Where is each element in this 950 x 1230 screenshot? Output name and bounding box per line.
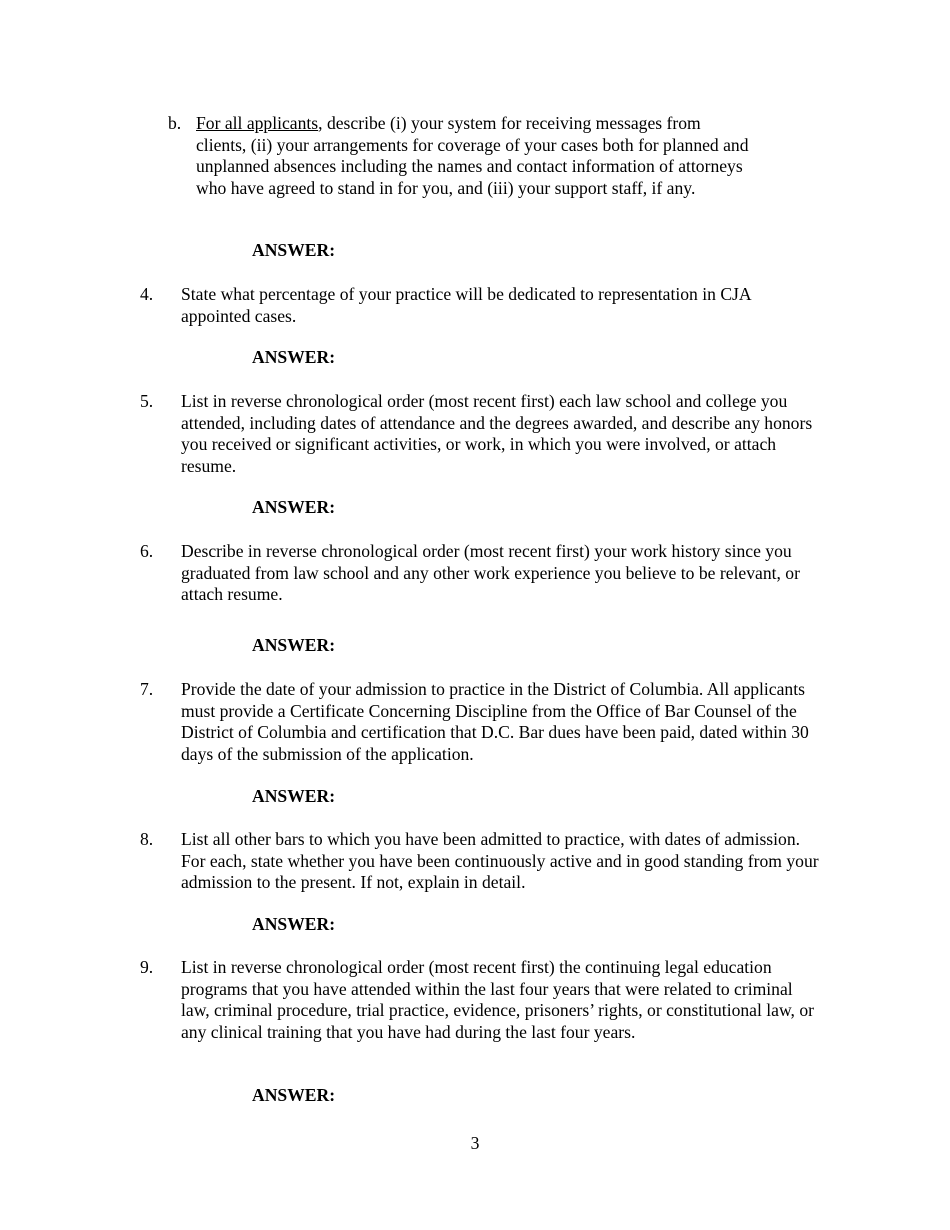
item-b-text bbox=[196, 113, 751, 199]
question-number: 9. bbox=[140, 957, 154, 977]
page-number: 3 bbox=[470, 1133, 480, 1153]
answer-label: ANSWER: bbox=[252, 497, 336, 517]
answer-label: ANSWER: bbox=[252, 240, 336, 260]
question-text: State what percentage of your practice will be dedicated to representation in CJA appointed cases. bbox=[181, 284, 751, 326]
answer-label: ANSWER: bbox=[252, 635, 336, 655]
item-b-label: b. bbox=[168, 113, 182, 133]
question-text: Describe in reverse chronological order (most recent first) your work history since you graduated from law school and any other work experience you believe to be relevant, or attach resume. bbox=[181, 541, 800, 604]
item-b-body: , describe (i) your system for receiving messages from clients, (ii) your arrangements for coverage of your cases both for planned and unplanned absences including the names and contact information of attorneys who have agreed to stand in for you, and (iii) your support staff, if any. bbox=[196, 113, 749, 198]
question-text: Provide the date of your admission to practice in the District of Columbia. All applicants must provide a Certificate Concerning Discipline from the Office of Bar Counsel of the District of Columbia and certification that D.C. Bar dues have been paid, dated within 30 days of the submission of the application. bbox=[181, 679, 809, 764]
question-number: 7. bbox=[140, 679, 154, 699]
question-number: 4. bbox=[140, 284, 154, 304]
question-number: 8. bbox=[140, 829, 154, 849]
answer-label: ANSWER: bbox=[252, 786, 336, 806]
answer-label: ANSWER: bbox=[252, 914, 336, 934]
question-text: List in reverse chronological order (most recent first) the continuing legal education programs that you have attended within the last four years that were related to criminal law, criminal procedure, trial practice, evidence, prisoners’ rights, or constitutional law, or any clinical training that you have had during the last four years. bbox=[181, 957, 814, 1042]
question-number: 5. bbox=[140, 391, 154, 411]
item-b-underlined-lead: For all applicants bbox=[196, 113, 319, 133]
question-text: List all other bars to which you have been admitted to practice, with dates of admission. For each, state whether you have been continuously active and in good standing from your admission to the present. If not, explain in detail. bbox=[181, 829, 819, 892]
question-text: List in reverse chronological order (most recent first) each law school and college you attended, including dates of attendance and the degrees awarded, and describe any honors you received or significant activities, or work, in which you were involved, or attach resume. bbox=[181, 391, 813, 476]
answer-label: ANSWER: bbox=[252, 1085, 336, 1105]
question-number: 6. bbox=[140, 541, 154, 561]
answer-label: ANSWER: bbox=[252, 347, 336, 367]
